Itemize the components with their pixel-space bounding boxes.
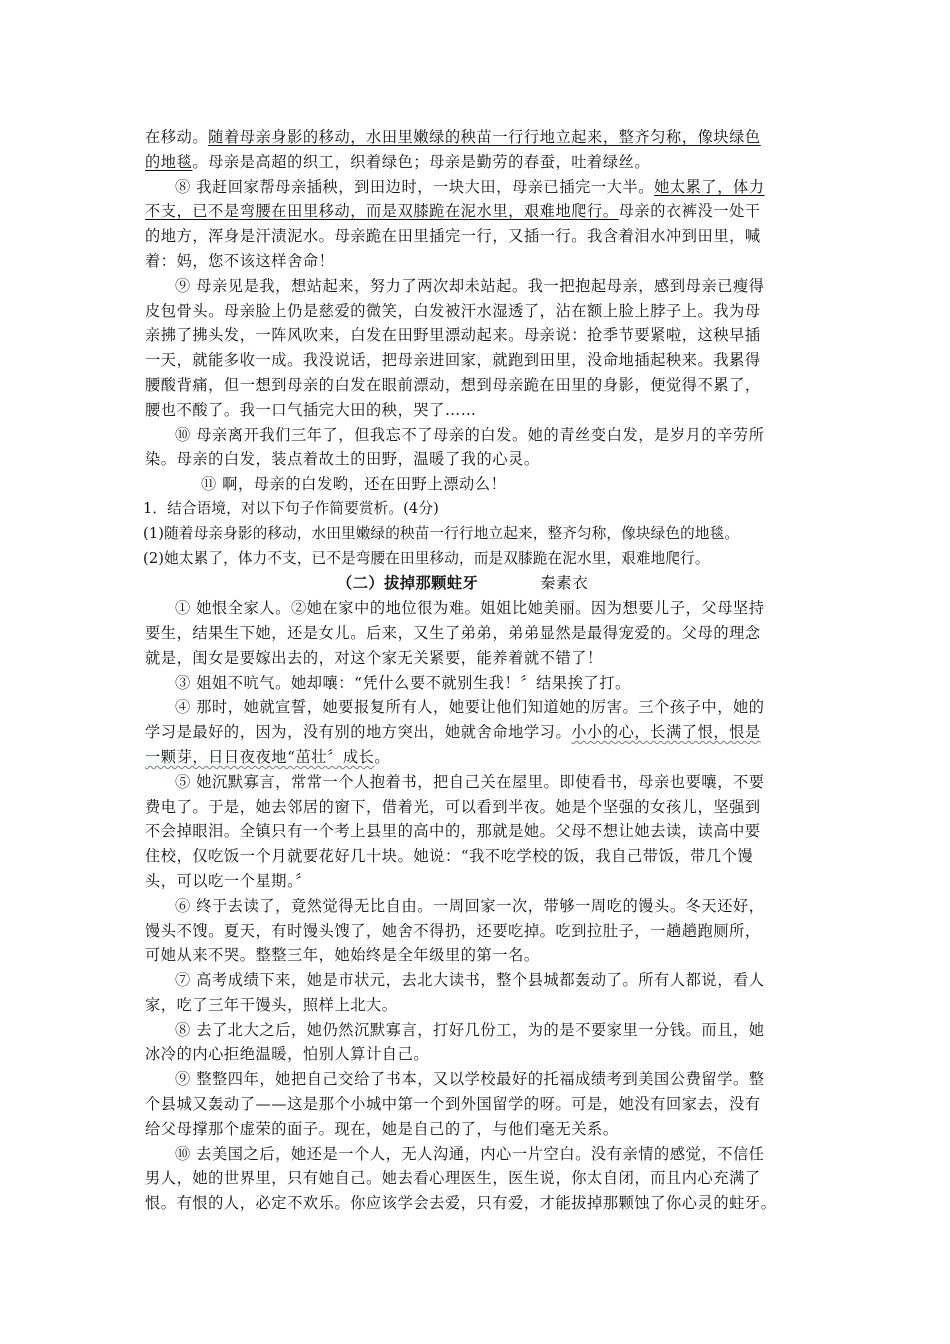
text-line: 不支，已不是弯腰在田里移动，而是双膝跪在泥水里，艰难地爬行。母亲的衣裤没一处干 bbox=[145, 202, 761, 221]
text-line: 的地毯。母亲是高超的织工，织着绿色；母亲是勤劳的春蚕，吐着绿丝。 bbox=[145, 152, 651, 171]
paragraph-10: ⑩ 母亲离开我们三年了，但我忘不了母亲的白发。她的青丝变白发，是岁月的辛劳所 bbox=[175, 425, 765, 444]
text-line: 着：妈，您不该这样舍命！ bbox=[145, 251, 335, 270]
paragraph-9: ⑨ 母亲见是我，想站起来，努力了两次却未站起。我一把抱起母亲，感到母亲已瘦得 bbox=[175, 276, 765, 295]
paragraph-8: ⑧ 去了北大之后，她仍然沉默寡言，打好几份工，为的是不要家里一分钱。而且，她 bbox=[175, 1020, 765, 1039]
paragraph-1: ① 她恨全家人。②她在家中的地位很为难。姐姐比她美丽。因为想要儿子，父母坚持 bbox=[175, 599, 765, 618]
text-line: 一天，就能多收一成。我没说话，把母亲进回家，就跑到田里，没命地插起秧来。我累得 bbox=[145, 351, 761, 370]
underlined-sentence: 的地毯 bbox=[145, 152, 193, 171]
question-1-item-1: (1)随着母亲身影的移动，水田里嫩绿的秧苗一行行地立起来，整齐匀称，像块绿色的地毯。 bbox=[143, 524, 740, 542]
text-line: 皮包骨头。母亲脸上仍是慈爱的微笑，白发被汗水湿透了，沾在额上脸上脖子上。我为母 bbox=[145, 301, 761, 320]
section-title: （二）拔掉那颗蛀牙 bbox=[337, 574, 479, 593]
text-line: 学习是最好的，因为，没有别的地方突出，她就舍命地学习。小小的心，长满了恨，恨是 bbox=[145, 723, 761, 742]
author-name: 秦素衣 bbox=[540, 574, 589, 593]
section-heading bbox=[145, 571, 815, 596]
underlined-sentence: 不支，已不是弯腰在田里移动，而是双膝跪在泥水里，艰难地爬行。 bbox=[145, 202, 619, 221]
question-1: 1．结合语境，对以下句子作简要赏析。(4分) bbox=[143, 499, 439, 517]
text-line: 的地方，浑身是汗渍泥水。母亲跪在田里插完一行，又插一行。我含着泪水冲到田里，喊 bbox=[145, 227, 761, 246]
text-line: 染。母亲的白发，装点着故土的田野，温暖了我的心灵。 bbox=[145, 450, 540, 469]
document-page bbox=[145, 125, 815, 1216]
underlined-sentence: 随着母亲身影的移动，水田里嫩绿的秧苗一行行地立起来，整齐匀称，像块绿色 bbox=[208, 128, 761, 146]
text-line: 不会掉眼泪。全镇只有一个考上县里的高中的，那就是她。父母不想让她去读，读高中要 bbox=[145, 822, 761, 841]
text-line: 头，可以吃一个星期。〞 bbox=[145, 871, 312, 890]
wavy-underlined-sentence: 小小的心，长满了恨，恨是 bbox=[571, 723, 761, 742]
text-line: 馒头不馊。夏天，有时馒头馊了，她舍不得扔，还要吃掉。吃到拉肚子，一趟趟跑厕所， bbox=[145, 921, 761, 940]
text-line: 住校，仅吃饭一个月就要花好几十块。她说：“我不吃学校的饭，我自己带饭，带几个馒 bbox=[145, 847, 754, 866]
text-line: 给父母撑那个虚荣的面子。现在，她是自己的了，与他们毫无关系。 bbox=[145, 1119, 619, 1138]
paragraph-10: ⑩ 去美国之后，她还是一个人，无人沟通，内心一片空白。没有亲情的感觉，不信任 bbox=[175, 1144, 765, 1163]
paragraph-7: ⑦ 高考成绩下来，她是市状元，去北大读书，整个县城都轰动了。所有人都说，看人 bbox=[175, 971, 765, 990]
text-line: 亲拂了拂头发，一阵风吹来，白发在田野里漂动起来。母亲说：抢季节要紧啦，这秧早插 bbox=[145, 326, 761, 345]
paragraph-6: ⑥ 终于去读了，竟然觉得无比自由。一周回家一次，带够一周吃的馒头。冬天还好， bbox=[175, 896, 765, 915]
underlined-sentence: 她太累了，体力 bbox=[654, 177, 765, 196]
text-line: 恨。有恨的人，必定不欢乐。你应该学会去爱，只有爱，才能拔掉那颗蚀了你心灵的蛀牙。 bbox=[145, 1194, 777, 1213]
text-line: 个县城又轰动了——这是那个小城中第一个到外国留学的呀。可是，她没有回家去，没有 bbox=[145, 1095, 761, 1114]
paragraph-5: ⑤ 她沉默寡言，常常一个人抱着书，把自己关在屋里。即使看书，母亲也要嚷，不要 bbox=[175, 772, 765, 791]
paragraph-8: ⑧ 我赶回家帮母亲插秧，到田边时，一块大田，母亲已插完一大半。她太累了，体力 bbox=[175, 177, 765, 196]
text-line: 要生，结果生下她，还是女儿。后来，又生了弟弟，弟弟显然是最得宠爱的。父母的理念 bbox=[145, 623, 761, 642]
text-line: 一颗芽，日日夜夜地“茁壮〞成长。 bbox=[145, 747, 391, 766]
wavy-underlined-sentence: 一颗芽，日日夜夜地“茁壮〞成长 bbox=[145, 747, 375, 766]
text-line: 费电了。于是，她去邻居的窗下，借着光，可以看到半夜。她是个坚强的女孩儿，坚强到 bbox=[145, 797, 761, 816]
text-line: 可她从来不哭。整整三年，她始终是全年级里的第一名。 bbox=[145, 946, 540, 965]
text-line: 冰冷的内心拒绝温暖，怕别人算计自己。 bbox=[145, 1045, 430, 1064]
question-1-item-2: (2)她太累了，体力不支，已不是弯腰在田里移动，而是双膝跪在泥水里，艰难地爬行。 bbox=[143, 549, 710, 567]
text-line: 就是，闺女是要嫁出去的，对这个家无关紧要，能养着就不错了！ bbox=[145, 648, 603, 667]
text-line: 家，吃了三年干馒头，照样上北大。 bbox=[145, 995, 398, 1014]
text-line: 男人，她的世界里，只有她自己。她去看心理医生，医生说，你太自闭，而且内心充满了 bbox=[145, 1169, 761, 1188]
text-line: 腰也不酸了。我一口气插完大田的秧，哭了…… bbox=[145, 400, 477, 419]
text-line: 腰酸背痛，但一想到母亲的白发在眼前漂动，想到母亲跪在田里的身影，便觉得不累了， bbox=[145, 375, 761, 394]
paragraph-3: ③ 姐姐不吭气。她却嚷：“凭什么要不就别生我！〞结果挨了打。 bbox=[175, 673, 631, 692]
paragraph-9: ⑨ 整整四年，她把自己交给了书本，又以学校最好的托福成绩考到美国公费留学。整 bbox=[175, 1070, 765, 1089]
text-line: 在移动。随着母亲身影的移动，水田里嫩绿的秧苗一行行地立起来，整齐匀称，像块绿色 bbox=[145, 128, 761, 146]
paragraph-11: ⑪ 啊，母亲的白发哟，还在田野上漂动么！ bbox=[201, 475, 507, 494]
paragraph-4: ④ 那时，她就宣誓，她要报复所有人，她要让他们知道她的厉害。三个孩子中，她的 bbox=[175, 698, 765, 717]
